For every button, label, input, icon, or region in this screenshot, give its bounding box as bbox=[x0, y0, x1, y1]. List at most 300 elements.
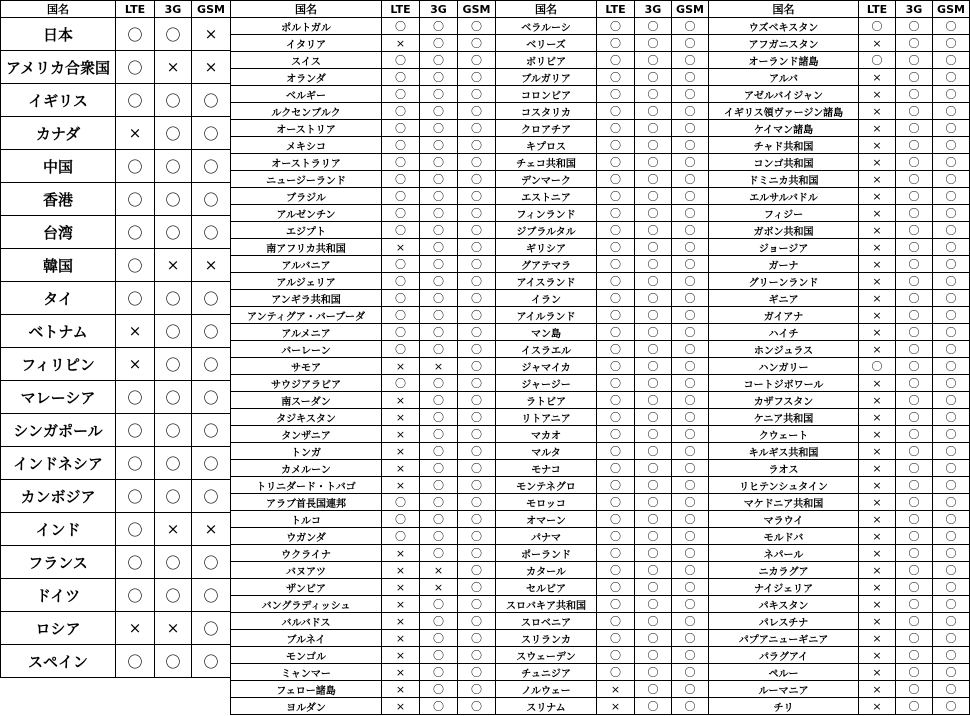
gsm-cell: 〇 bbox=[458, 307, 496, 324]
3g-cell: 〇 bbox=[635, 52, 672, 69]
gsm-cell: 〇 bbox=[933, 698, 970, 715]
lte-cell: 〇 bbox=[382, 205, 420, 222]
gsm-cell: 〇 bbox=[458, 239, 496, 256]
3g-cell: 〇 bbox=[896, 324, 933, 341]
3g-cell: 〇 bbox=[896, 596, 933, 613]
gsm-cell: 〇 bbox=[933, 477, 970, 494]
country-cell: エルサルバドル bbox=[709, 188, 859, 205]
lte-cell: × bbox=[597, 681, 635, 698]
lte-cell: × bbox=[382, 562, 420, 579]
gsm-cell: 〇 bbox=[458, 324, 496, 341]
country-cell: ドイツ bbox=[1, 579, 116, 612]
country-cell: グリーンランド bbox=[709, 273, 859, 290]
gsm-cell: 〇 bbox=[458, 18, 496, 35]
3g-cell: 〇 bbox=[420, 69, 458, 86]
3g-cell: 〇 bbox=[896, 86, 933, 103]
gsm-cell: 〇 bbox=[933, 341, 970, 358]
gsm-cell: 〇 bbox=[933, 613, 970, 630]
lte-cell: 〇 bbox=[597, 290, 635, 307]
country-row bbox=[1, 150, 231, 183]
lte-cell: 〇 bbox=[597, 188, 635, 205]
country-cell: ブルガリア bbox=[496, 69, 597, 86]
lte-cell: × bbox=[859, 205, 896, 222]
country-row bbox=[231, 460, 496, 477]
3g-cell: 〇 bbox=[896, 613, 933, 630]
gsm-cell: × bbox=[192, 18, 231, 51]
country-cell: フィジー bbox=[709, 205, 859, 222]
country-row bbox=[231, 256, 496, 273]
country-cell: インド bbox=[1, 513, 116, 546]
lte-cell: 〇 bbox=[597, 307, 635, 324]
gsm-cell: 〇 bbox=[933, 18, 970, 35]
header-3g: 3G bbox=[635, 1, 672, 18]
header-lte: LTE bbox=[116, 1, 155, 18]
3g-cell: × bbox=[420, 562, 458, 579]
header-3g: 3G bbox=[155, 1, 192, 18]
country-cell: ネパール bbox=[709, 545, 859, 562]
3g-cell: 〇 bbox=[896, 171, 933, 188]
3g-cell: 〇 bbox=[635, 375, 672, 392]
lte-cell: 〇 bbox=[597, 205, 635, 222]
lte-cell: 〇 bbox=[597, 528, 635, 545]
3g-cell: 〇 bbox=[635, 222, 672, 239]
lte-cell: 〇 bbox=[382, 137, 420, 154]
country-cell: モンテネグロ bbox=[496, 477, 597, 494]
lte-cell: 〇 bbox=[382, 171, 420, 188]
gsm-cell: 〇 bbox=[458, 528, 496, 545]
country-row bbox=[709, 443, 970, 460]
gsm-cell: 〇 bbox=[672, 239, 709, 256]
gsm-cell: 〇 bbox=[933, 256, 970, 273]
lte-cell: × bbox=[859, 545, 896, 562]
lte-cell: 〇 bbox=[116, 84, 155, 117]
3g-cell: 〇 bbox=[896, 273, 933, 290]
country-row bbox=[496, 664, 709, 681]
header-gsm: GSM bbox=[672, 1, 709, 18]
country-row bbox=[709, 273, 970, 290]
lte-cell: × bbox=[859, 103, 896, 120]
country-cell: ウガンダ bbox=[231, 528, 382, 545]
country-row bbox=[496, 154, 709, 171]
3g-cell: × bbox=[420, 358, 458, 375]
country-row bbox=[231, 613, 496, 630]
country-cell: ボリビア bbox=[496, 52, 597, 69]
lte-cell: × bbox=[859, 307, 896, 324]
header-gsm: GSM bbox=[933, 1, 970, 18]
country-row bbox=[496, 137, 709, 154]
country-row bbox=[231, 18, 496, 35]
header-3g: 3G bbox=[420, 1, 458, 18]
3g-cell: 〇 bbox=[896, 664, 933, 681]
gsm-cell: 〇 bbox=[458, 103, 496, 120]
country-row bbox=[709, 154, 970, 171]
country-row bbox=[709, 120, 970, 137]
3g-cell: 〇 bbox=[896, 188, 933, 205]
gsm-cell: 〇 bbox=[672, 426, 709, 443]
country-cell: アゼルバイジャン bbox=[709, 86, 859, 103]
country-row bbox=[231, 409, 496, 426]
country-row bbox=[231, 545, 496, 562]
country-cell: フェロー諸島 bbox=[231, 681, 382, 698]
3g-cell: 〇 bbox=[155, 447, 192, 480]
lte-cell: 〇 bbox=[116, 579, 155, 612]
country-cell: クウェート bbox=[709, 426, 859, 443]
country-cell: パレスチナ bbox=[709, 613, 859, 630]
3g-cell: 〇 bbox=[420, 307, 458, 324]
country-row bbox=[709, 307, 970, 324]
3g-cell: 〇 bbox=[155, 381, 192, 414]
3g-cell: 〇 bbox=[896, 426, 933, 443]
country-row bbox=[231, 596, 496, 613]
country-row bbox=[1, 216, 231, 249]
gsm-cell: 〇 bbox=[458, 52, 496, 69]
3g-cell: 〇 bbox=[635, 103, 672, 120]
3g-cell: 〇 bbox=[420, 511, 458, 528]
gsm-cell: 〇 bbox=[458, 341, 496, 358]
country-row bbox=[709, 341, 970, 358]
gsm-cell: 〇 bbox=[458, 256, 496, 273]
3g-cell: 〇 bbox=[420, 137, 458, 154]
3g-cell: 〇 bbox=[420, 239, 458, 256]
lte-cell: 〇 bbox=[382, 341, 420, 358]
country-cell: インドネシア bbox=[1, 447, 116, 480]
gsm-cell: 〇 bbox=[192, 150, 231, 183]
gsm-cell: 〇 bbox=[458, 409, 496, 426]
gsm-cell: 〇 bbox=[458, 392, 496, 409]
3g-cell: 〇 bbox=[635, 562, 672, 579]
country-row bbox=[709, 375, 970, 392]
3g-cell: 〇 bbox=[420, 409, 458, 426]
gsm-cell: 〇 bbox=[672, 647, 709, 664]
country-row bbox=[496, 273, 709, 290]
lte-cell: 〇 bbox=[382, 18, 420, 35]
country-cell: アラブ首長国連邦 bbox=[231, 494, 382, 511]
lte-cell: × bbox=[859, 273, 896, 290]
lte-cell: × bbox=[597, 698, 635, 715]
lte-cell: × bbox=[859, 154, 896, 171]
country-row bbox=[496, 596, 709, 613]
3g-cell: 〇 bbox=[635, 86, 672, 103]
country-cell: スイス bbox=[231, 52, 382, 69]
lte-cell: 〇 bbox=[382, 86, 420, 103]
country-row bbox=[496, 69, 709, 86]
country-cell: ニカラグア bbox=[709, 562, 859, 579]
gsm-cell: 〇 bbox=[458, 426, 496, 443]
gsm-cell: 〇 bbox=[672, 18, 709, 35]
3g-cell: 〇 bbox=[635, 596, 672, 613]
lte-cell: × bbox=[859, 528, 896, 545]
lte-cell: × bbox=[382, 358, 420, 375]
country-cell: アイスランド bbox=[496, 273, 597, 290]
lte-cell: 〇 bbox=[116, 183, 155, 216]
3g-cell: 〇 bbox=[635, 358, 672, 375]
gsm-cell: 〇 bbox=[458, 698, 496, 715]
lte-cell: × bbox=[859, 35, 896, 52]
3g-cell: 〇 bbox=[420, 630, 458, 647]
gsm-cell: × bbox=[192, 513, 231, 546]
country-row bbox=[496, 681, 709, 698]
country-row bbox=[231, 528, 496, 545]
country-row bbox=[231, 86, 496, 103]
gsm-cell: 〇 bbox=[933, 409, 970, 426]
gsm-cell: 〇 bbox=[672, 222, 709, 239]
country-row bbox=[231, 52, 496, 69]
gsm-cell: 〇 bbox=[933, 52, 970, 69]
country-row bbox=[709, 409, 970, 426]
country-cell: スロバキア共和国 bbox=[496, 596, 597, 613]
country-row bbox=[709, 494, 970, 511]
3g-cell: 〇 bbox=[896, 290, 933, 307]
gsm-cell: 〇 bbox=[458, 460, 496, 477]
country-cell: アイルランド bbox=[496, 307, 597, 324]
country-cell: ロシア bbox=[1, 612, 116, 645]
country-cell: ギニア bbox=[709, 290, 859, 307]
3g-cell: 〇 bbox=[896, 494, 933, 511]
country-cell: サモア bbox=[231, 358, 382, 375]
gsm-cell: 〇 bbox=[933, 545, 970, 562]
country-row bbox=[1, 117, 231, 150]
lte-cell: 〇 bbox=[116, 18, 155, 51]
lte-cell: 〇 bbox=[382, 273, 420, 290]
gsm-cell: 〇 bbox=[933, 511, 970, 528]
country-cell: ポーランド bbox=[496, 545, 597, 562]
3g-cell: 〇 bbox=[420, 392, 458, 409]
country-row bbox=[709, 630, 970, 647]
gsm-cell: 〇 bbox=[933, 86, 970, 103]
country-cell: マルタ bbox=[496, 443, 597, 460]
lte-cell: 〇 bbox=[597, 171, 635, 188]
country-row bbox=[231, 35, 496, 52]
3g-cell: × bbox=[155, 513, 192, 546]
country-row bbox=[231, 154, 496, 171]
lte-cell: 〇 bbox=[597, 18, 635, 35]
country-cell: スウェーデン bbox=[496, 647, 597, 664]
gsm-cell: 〇 bbox=[192, 612, 231, 645]
lte-cell: × bbox=[859, 426, 896, 443]
country-row bbox=[709, 477, 970, 494]
lte-cell: 〇 bbox=[382, 528, 420, 545]
lte-cell: × bbox=[859, 171, 896, 188]
country-row bbox=[231, 171, 496, 188]
3g-cell: 〇 bbox=[420, 528, 458, 545]
gsm-cell: 〇 bbox=[672, 324, 709, 341]
country-cell: ガイアナ bbox=[709, 307, 859, 324]
country-cell: キプロス bbox=[496, 137, 597, 154]
country-cell: ケイマン諸島 bbox=[709, 120, 859, 137]
country-row bbox=[496, 494, 709, 511]
lte-cell: 〇 bbox=[597, 341, 635, 358]
lte-cell: × bbox=[859, 511, 896, 528]
3g-cell: 〇 bbox=[155, 183, 192, 216]
3g-cell: 〇 bbox=[420, 596, 458, 613]
country-cell: ガボン共和国 bbox=[709, 222, 859, 239]
3g-cell: 〇 bbox=[635, 443, 672, 460]
country-cell: パキスタン bbox=[709, 596, 859, 613]
3g-cell: 〇 bbox=[635, 290, 672, 307]
3g-cell: 〇 bbox=[155, 315, 192, 348]
3g-cell: 〇 bbox=[420, 171, 458, 188]
3g-cell: 〇 bbox=[420, 222, 458, 239]
country-row bbox=[1, 84, 231, 117]
country-row bbox=[496, 528, 709, 545]
3g-cell: 〇 bbox=[635, 137, 672, 154]
3g-cell: 〇 bbox=[420, 341, 458, 358]
header-lte: LTE bbox=[382, 1, 420, 18]
country-row bbox=[231, 630, 496, 647]
3g-cell: 〇 bbox=[155, 18, 192, 51]
country-row bbox=[709, 290, 970, 307]
lte-cell: × bbox=[859, 630, 896, 647]
country-row bbox=[1, 579, 231, 612]
country-row bbox=[709, 69, 970, 86]
country-cell: イタリア bbox=[231, 35, 382, 52]
country-cell: アルバ bbox=[709, 69, 859, 86]
3g-cell: 〇 bbox=[420, 477, 458, 494]
lte-cell: × bbox=[382, 681, 420, 698]
gsm-cell: × bbox=[192, 249, 231, 282]
country-cell: ヨルダン bbox=[231, 698, 382, 715]
3g-cell: 〇 bbox=[635, 324, 672, 341]
country-row bbox=[1, 18, 231, 51]
country-cell: バヌアツ bbox=[231, 562, 382, 579]
country-row bbox=[231, 443, 496, 460]
3g-cell: 〇 bbox=[896, 239, 933, 256]
country-row bbox=[709, 681, 970, 698]
country-row bbox=[709, 222, 970, 239]
lte-cell: 〇 bbox=[116, 282, 155, 315]
3g-cell: 〇 bbox=[896, 307, 933, 324]
country-cell: コロンビア bbox=[496, 86, 597, 103]
3g-cell: 〇 bbox=[420, 18, 458, 35]
lte-cell: 〇 bbox=[382, 154, 420, 171]
lte-cell: 〇 bbox=[382, 120, 420, 137]
gsm-cell: 〇 bbox=[933, 375, 970, 392]
lte-cell: 〇 bbox=[597, 52, 635, 69]
3g-cell: 〇 bbox=[896, 154, 933, 171]
country-row bbox=[496, 545, 709, 562]
gsm-cell: 〇 bbox=[672, 358, 709, 375]
lte-cell: 〇 bbox=[597, 256, 635, 273]
country-row bbox=[231, 647, 496, 664]
lte-cell: 〇 bbox=[597, 154, 635, 171]
3g-cell: 〇 bbox=[896, 681, 933, 698]
gsm-cell: 〇 bbox=[192, 546, 231, 579]
gsm-cell: 〇 bbox=[933, 171, 970, 188]
country-cell: キルギス共和国 bbox=[709, 443, 859, 460]
gsm-cell: 〇 bbox=[933, 222, 970, 239]
3g-cell: 〇 bbox=[896, 137, 933, 154]
gsm-cell: 〇 bbox=[933, 324, 970, 341]
country-cell: フィンランド bbox=[496, 205, 597, 222]
country-row bbox=[1, 447, 231, 480]
gsm-cell: 〇 bbox=[192, 315, 231, 348]
3g-cell: 〇 bbox=[635, 511, 672, 528]
gsm-cell: 〇 bbox=[458, 290, 496, 307]
gsm-cell: 〇 bbox=[192, 348, 231, 381]
gsm-cell: 〇 bbox=[933, 120, 970, 137]
header-lte: LTE bbox=[597, 1, 635, 18]
country-row bbox=[496, 18, 709, 35]
country-row bbox=[709, 188, 970, 205]
lte-cell: × bbox=[859, 69, 896, 86]
3g-cell: 〇 bbox=[155, 348, 192, 381]
lte-cell: × bbox=[116, 117, 155, 150]
lte-cell: 〇 bbox=[597, 103, 635, 120]
lte-cell: 〇 bbox=[597, 647, 635, 664]
country-row bbox=[496, 120, 709, 137]
country-cell: アルバニア bbox=[231, 256, 382, 273]
3g-cell: 〇 bbox=[635, 460, 672, 477]
country-cell: トリニダード・トバゴ bbox=[231, 477, 382, 494]
lte-cell: 〇 bbox=[597, 664, 635, 681]
country-row bbox=[709, 460, 970, 477]
country-cell: ニュージーランド bbox=[231, 171, 382, 188]
3g-cell: 〇 bbox=[896, 647, 933, 664]
header-gsm: GSM bbox=[192, 1, 231, 18]
country-cell: 香港 bbox=[1, 183, 116, 216]
country-row bbox=[496, 290, 709, 307]
country-cell: ジャージー bbox=[496, 375, 597, 392]
3g-cell: 〇 bbox=[635, 256, 672, 273]
country-cell: ブルネイ bbox=[231, 630, 382, 647]
gsm-cell: 〇 bbox=[933, 137, 970, 154]
country-cell: バングラディッシュ bbox=[231, 596, 382, 613]
country-row bbox=[496, 52, 709, 69]
gsm-cell: 〇 bbox=[672, 171, 709, 188]
country-cell: ケニア共和国 bbox=[709, 409, 859, 426]
country-cell: アメリカ合衆国 bbox=[1, 51, 116, 84]
3g-cell: 〇 bbox=[635, 171, 672, 188]
lte-cell: 〇 bbox=[597, 596, 635, 613]
gsm-cell: 〇 bbox=[672, 443, 709, 460]
lte-cell: 〇 bbox=[859, 358, 896, 375]
country-row bbox=[709, 86, 970, 103]
header-row bbox=[496, 1, 709, 18]
country-cell: カザフスタン bbox=[709, 392, 859, 409]
lte-cell: 〇 bbox=[116, 150, 155, 183]
3g-cell: 〇 bbox=[420, 375, 458, 392]
gsm-cell: 〇 bbox=[672, 460, 709, 477]
gsm-cell: 〇 bbox=[933, 239, 970, 256]
3g-cell: 〇 bbox=[420, 205, 458, 222]
lte-cell: × bbox=[859, 477, 896, 494]
lte-cell: 〇 bbox=[597, 630, 635, 647]
country-cell: ジョージア bbox=[709, 239, 859, 256]
gsm-cell: 〇 bbox=[672, 409, 709, 426]
country-row bbox=[231, 664, 496, 681]
lte-cell: 〇 bbox=[597, 545, 635, 562]
country-cell: タジキスタン bbox=[231, 409, 382, 426]
country-row bbox=[709, 103, 970, 120]
header-row bbox=[1, 1, 231, 18]
lte-cell: 〇 bbox=[597, 239, 635, 256]
lte-cell: 〇 bbox=[597, 222, 635, 239]
country-row bbox=[496, 35, 709, 52]
country-row bbox=[709, 562, 970, 579]
3g-cell: 〇 bbox=[155, 117, 192, 150]
gsm-cell: 〇 bbox=[192, 447, 231, 480]
country-cell: グアテマラ bbox=[496, 256, 597, 273]
gsm-cell: 〇 bbox=[192, 645, 231, 678]
country-row bbox=[496, 375, 709, 392]
country-row bbox=[1, 612, 231, 645]
country-row bbox=[1, 414, 231, 447]
3g-cell: 〇 bbox=[420, 35, 458, 52]
3g-cell: 〇 bbox=[155, 546, 192, 579]
lte-cell: 〇 bbox=[597, 375, 635, 392]
country-cell: シンガポール bbox=[1, 414, 116, 447]
gsm-cell: 〇 bbox=[933, 154, 970, 171]
